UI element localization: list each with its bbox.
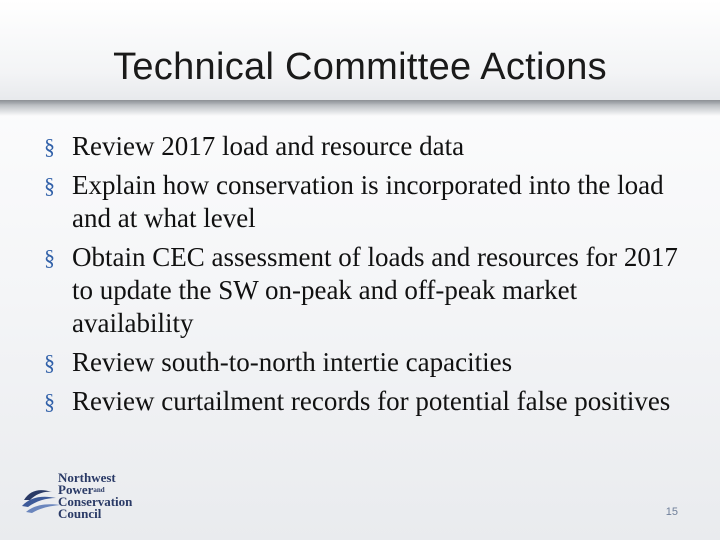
logo-line-northwest: Northwest bbox=[58, 470, 116, 485]
logo-wordmark bbox=[58, 472, 132, 520]
bullet-item bbox=[44, 385, 694, 418]
bullet-list bbox=[44, 130, 694, 424]
bullet-text: Review curtailment records for potential false positives bbox=[72, 386, 671, 416]
logo-power-text: Power bbox=[58, 482, 94, 497]
logo-line-conservation: Conservation bbox=[58, 494, 133, 509]
bullet-marker-icon: § bbox=[44, 245, 55, 270]
bullet-text: Obtain CEC assessment of loads and resources for 2017 to update the SW on-peak and off-peak market availability bbox=[72, 242, 678, 338]
bullet-item bbox=[44, 241, 694, 340]
logo-and-text: and bbox=[93, 486, 105, 494]
bullet-marker-icon: § bbox=[44, 350, 55, 375]
logo-line-council: Council bbox=[58, 506, 102, 521]
wave-logo-icon bbox=[22, 480, 62, 516]
bullet-marker-icon: § bbox=[44, 173, 55, 198]
title-divider-shadow bbox=[0, 100, 720, 116]
bullet-text: Review 2017 load and resource data bbox=[72, 131, 465, 161]
bullet-item bbox=[44, 130, 694, 163]
bullet-text: Explain how conservation is incorporated into the load and at what level bbox=[72, 170, 664, 233]
bullet-item bbox=[44, 169, 694, 235]
bullet-item bbox=[44, 346, 694, 379]
council-logo bbox=[22, 472, 152, 522]
bullet-text: Review south-to-north intertie capacities bbox=[72, 347, 513, 377]
bullet-marker-icon: § bbox=[44, 134, 55, 159]
bullet-marker-icon: § bbox=[44, 389, 55, 414]
page-number: 15 bbox=[665, 506, 678, 518]
slide-title: Technical Committee Actions bbox=[113, 46, 607, 88]
